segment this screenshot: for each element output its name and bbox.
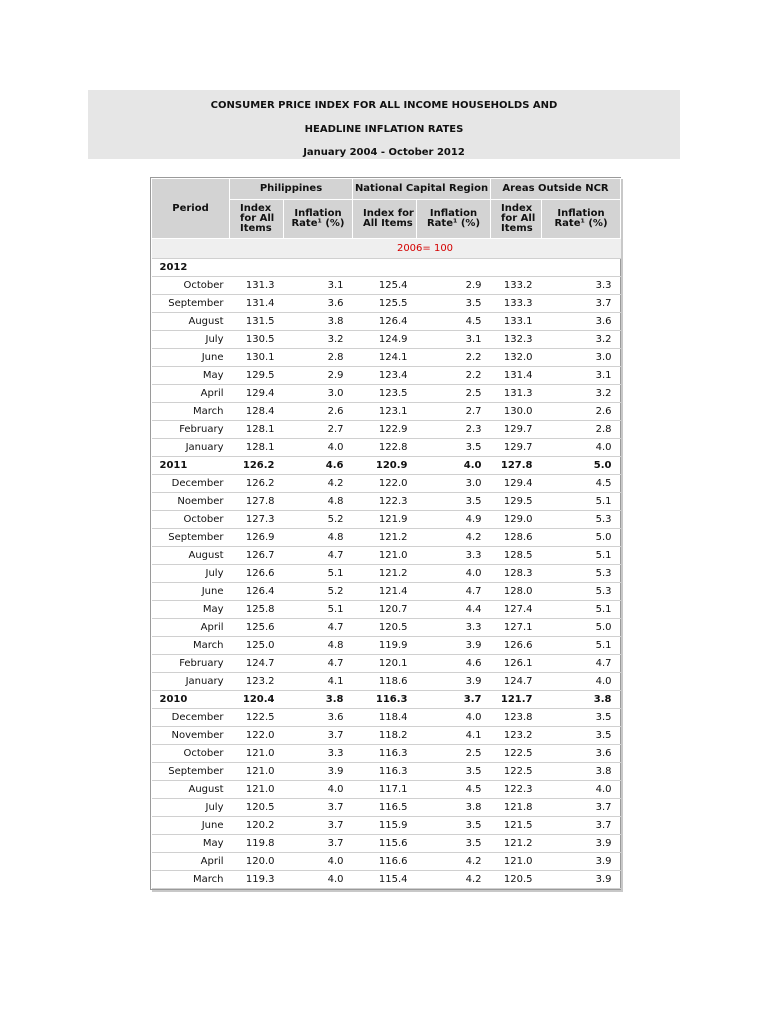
index-cell: 133.1 [491, 313, 542, 331]
table-row [152, 331, 621, 349]
index-cell: 120.5 [491, 871, 542, 889]
index-cell: 125.4 [353, 277, 417, 295]
title-banner [88, 90, 680, 159]
inflation-cell: 3.0 [417, 475, 491, 493]
period-cell: June [152, 817, 230, 835]
period-cell: August [152, 547, 230, 565]
index-cell: 121.2 [353, 565, 417, 583]
year-summary-row [152, 691, 621, 709]
table-row [152, 313, 621, 331]
index-cell: 127.3 [230, 511, 284, 529]
table-row [152, 421, 621, 439]
index-cell: 128.1 [230, 439, 284, 457]
inflation-cell: 3.6 [284, 295, 353, 313]
table-row [152, 727, 621, 745]
inflation-cell: 5.0 [542, 619, 621, 637]
index-cell: 126.9 [230, 529, 284, 547]
index-cell: 125.5 [353, 295, 417, 313]
index-cell: 128.0 [491, 583, 542, 601]
inflation-cell: 3.2 [284, 331, 353, 349]
index-cell: 120.7 [353, 601, 417, 619]
index-cell: 126.7 [230, 547, 284, 565]
inflation-cell: 2.9 [284, 367, 353, 385]
cpi-table-container [150, 177, 621, 890]
inflation-cell: 4.0 [542, 673, 621, 691]
inflation-cell: 2.8 [542, 421, 621, 439]
inflation-cell: 3.1 [542, 367, 621, 385]
inflation-cell: 3.2 [542, 331, 621, 349]
inflation-cell: 4.7 [417, 583, 491, 601]
inflation-cell: 4.7 [542, 655, 621, 673]
inflation-cell: 2.5 [417, 745, 491, 763]
table-row [152, 817, 621, 835]
index-cell: 127.1 [491, 619, 542, 637]
inflation-cell: 3.6 [542, 313, 621, 331]
inflation-cell: 3.5 [417, 439, 491, 457]
inflation-cell: 3.8 [284, 313, 353, 331]
inflation-cell: 3.5 [417, 763, 491, 781]
index-cell: 130.0 [491, 403, 542, 421]
period-cell: March [152, 871, 230, 889]
period-cell: May [152, 835, 230, 853]
inflation-cell: 2.2 [417, 349, 491, 367]
period-cell: July [152, 565, 230, 583]
index-cell: 132.3 [491, 331, 542, 349]
index-cell: 121.0 [230, 763, 284, 781]
inflation-cell: 5.3 [542, 565, 621, 583]
table-row [152, 853, 621, 871]
inflation-cell: 3.7 [284, 817, 353, 835]
inflation-cell: 3.7 [284, 835, 353, 853]
index-cell: 118.4 [353, 709, 417, 727]
index-cell [491, 259, 542, 277]
year-summary-row [152, 259, 621, 277]
inflation-cell: 5.1 [542, 493, 621, 511]
index-cell: 129.7 [491, 421, 542, 439]
index-cell: 120.2 [230, 817, 284, 835]
table-row [152, 673, 621, 691]
inflation-cell: 5.3 [542, 583, 621, 601]
inflation-cell: 3.8 [417, 799, 491, 817]
table-row [152, 745, 621, 763]
table-row [152, 295, 621, 313]
inflation-cell: 3.9 [417, 673, 491, 691]
period-cell: 2012 [152, 259, 230, 277]
table-row [152, 637, 621, 655]
index-cell: 121.0 [230, 781, 284, 799]
inflation-cell: 4.5 [417, 781, 491, 799]
inflation-cell: 2.7 [417, 403, 491, 421]
inflation-cell: 3.1 [417, 331, 491, 349]
index-cell: 119.9 [353, 637, 417, 655]
inflation-cell: 3.3 [417, 547, 491, 565]
inflation-cell: 3.3 [542, 277, 621, 295]
index-cell: 119.3 [230, 871, 284, 889]
index-cell: 127.4 [491, 601, 542, 619]
index-cell: 122.5 [491, 745, 542, 763]
year-summary-row [152, 457, 621, 475]
header-ncr: National Capital Region [353, 179, 491, 200]
inflation-cell: 3.9 [542, 835, 621, 853]
table-row [152, 493, 621, 511]
inflation-cell: 4.8 [284, 637, 353, 655]
inflation-cell: 3.9 [542, 853, 621, 871]
index-cell: 120.5 [230, 799, 284, 817]
inflation-cell: 4.9 [417, 511, 491, 529]
index-cell: 126.4 [353, 313, 417, 331]
period-cell: Noember [152, 493, 230, 511]
table-row [152, 349, 621, 367]
index-cell: 127.8 [491, 457, 542, 475]
index-cell: 120.4 [230, 691, 284, 709]
index-cell: 125.6 [230, 619, 284, 637]
inflation-cell: 4.2 [417, 853, 491, 871]
index-cell: 129.5 [491, 493, 542, 511]
index-cell: 122.5 [230, 709, 284, 727]
base-year-row [152, 239, 621, 259]
inflation-cell: 4.6 [284, 457, 353, 475]
period-cell: October [152, 277, 230, 295]
inflation-cell: 4.7 [284, 655, 353, 673]
index-cell: 121.8 [491, 799, 542, 817]
table-row [152, 835, 621, 853]
index-cell: 128.3 [491, 565, 542, 583]
inflation-cell: 3.9 [542, 871, 621, 889]
period-cell: April [152, 385, 230, 403]
inflation-cell: 3.5 [417, 295, 491, 313]
period-cell: February [152, 421, 230, 439]
table-row [152, 385, 621, 403]
inflation-cell: 4.2 [284, 475, 353, 493]
base-year-note: 2006= 100 [230, 239, 621, 259]
header-period: Period [152, 179, 230, 239]
index-cell: 128.1 [230, 421, 284, 439]
index-cell: 117.1 [353, 781, 417, 799]
inflation-cell: 4.0 [284, 781, 353, 799]
inflation-cell: 4.0 [542, 781, 621, 799]
index-cell: 122.0 [353, 475, 417, 493]
inflation-cell: 3.1 [284, 277, 353, 295]
index-cell: 116.3 [353, 691, 417, 709]
table-row [152, 565, 621, 583]
index-cell: 122.3 [353, 493, 417, 511]
index-cell: 131.3 [230, 277, 284, 295]
inflation-cell: 2.2 [417, 367, 491, 385]
index-cell: 121.7 [491, 691, 542, 709]
period-cell: February [152, 655, 230, 673]
inflation-cell: 2.9 [417, 277, 491, 295]
inflation-cell: 3.5 [542, 709, 621, 727]
index-cell: 133.3 [491, 295, 542, 313]
inflation-cell: 5.1 [542, 637, 621, 655]
period-cell: December [152, 475, 230, 493]
index-cell: 121.4 [353, 583, 417, 601]
index-cell: 116.5 [353, 799, 417, 817]
inflation-cell: 2.8 [284, 349, 353, 367]
period-cell: July [152, 799, 230, 817]
table-row [152, 547, 621, 565]
index-cell: 129.7 [491, 439, 542, 457]
index-cell: 122.3 [491, 781, 542, 799]
index-cell: 126.6 [230, 565, 284, 583]
header-outside-ncr: Areas Outside NCR [491, 179, 621, 200]
table-row [152, 709, 621, 727]
inflation-cell: 3.2 [542, 385, 621, 403]
date-range: January 2004 - October 2012 [303, 147, 465, 158]
inflation-cell: 5.0 [542, 529, 621, 547]
index-cell: 129.4 [230, 385, 284, 403]
inflation-cell: 3.7 [542, 799, 621, 817]
index-cell: 123.5 [353, 385, 417, 403]
header-ncr-index: Index for All Items [353, 200, 417, 239]
index-cell: 115.9 [353, 817, 417, 835]
inflation-cell: 3.8 [284, 691, 353, 709]
inflation-cell: 3.3 [417, 619, 491, 637]
index-cell: 122.5 [491, 763, 542, 781]
period-cell: September [152, 295, 230, 313]
index-cell: 124.9 [353, 331, 417, 349]
index-cell: 121.0 [230, 745, 284, 763]
index-cell: 129.0 [491, 511, 542, 529]
inflation-cell: 4.0 [417, 457, 491, 475]
table-row [152, 781, 621, 799]
table-row [152, 583, 621, 601]
inflation-cell: 3.7 [284, 727, 353, 745]
table-row [152, 763, 621, 781]
index-cell: 129.5 [230, 367, 284, 385]
index-cell: 123.2 [230, 673, 284, 691]
index-cell: 116.3 [353, 763, 417, 781]
inflation-cell: 4.4 [417, 601, 491, 619]
index-cell: 125.8 [230, 601, 284, 619]
inflation-cell: 3.0 [284, 385, 353, 403]
inflation-cell: 4.7 [284, 619, 353, 637]
inflation-cell: 3.8 [542, 763, 621, 781]
inflation-cell: 4.8 [284, 529, 353, 547]
index-cell: 131.5 [230, 313, 284, 331]
period-cell: October [152, 745, 230, 763]
index-cell: 119.8 [230, 835, 284, 853]
inflation-cell: 3.7 [417, 691, 491, 709]
index-cell: 128.4 [230, 403, 284, 421]
inflation-cell: 4.2 [417, 871, 491, 889]
index-cell: 118.2 [353, 727, 417, 745]
period-cell: March [152, 403, 230, 421]
inflation-cell: 3.7 [542, 295, 621, 313]
period-cell: November [152, 727, 230, 745]
inflation-cell: 4.5 [417, 313, 491, 331]
period-cell: June [152, 349, 230, 367]
index-cell: 131.3 [491, 385, 542, 403]
index-cell: 128.5 [491, 547, 542, 565]
period-cell: May [152, 367, 230, 385]
inflation-cell: 5.1 [542, 547, 621, 565]
page-subtitle: HEADLINE INFLATION RATES [304, 124, 464, 135]
index-cell: 125.0 [230, 637, 284, 655]
period-cell: June [152, 583, 230, 601]
index-cell: 116.6 [353, 853, 417, 871]
inflation-cell: 5.2 [284, 583, 353, 601]
index-cell: 120.1 [353, 655, 417, 673]
index-cell: 131.4 [491, 367, 542, 385]
inflation-cell [417, 259, 491, 277]
inflation-cell: 4.1 [284, 673, 353, 691]
period-cell: September [152, 763, 230, 781]
header-outside-index: Index for All Items [491, 200, 542, 239]
index-cell [230, 259, 284, 277]
inflation-cell: 3.0 [542, 349, 621, 367]
inflation-cell: 5.0 [542, 457, 621, 475]
inflation-cell: 4.0 [417, 565, 491, 583]
index-cell: 128.6 [491, 529, 542, 547]
index-cell: 121.9 [353, 511, 417, 529]
inflation-cell: 4.0 [284, 853, 353, 871]
table-row [152, 403, 621, 421]
index-cell: 120.9 [353, 457, 417, 475]
inflation-cell: 2.5 [417, 385, 491, 403]
period-cell: July [152, 331, 230, 349]
index-cell: 120.5 [353, 619, 417, 637]
index-cell: 115.4 [353, 871, 417, 889]
inflation-cell [284, 259, 353, 277]
inflation-cell: 5.2 [284, 511, 353, 529]
index-cell: 122.8 [353, 439, 417, 457]
index-cell: 123.1 [353, 403, 417, 421]
index-cell: 133.2 [491, 277, 542, 295]
index-cell: 129.4 [491, 475, 542, 493]
inflation-cell: 4.8 [284, 493, 353, 511]
inflation-cell: 3.9 [417, 637, 491, 655]
inflation-cell [542, 259, 621, 277]
index-cell: 121.0 [353, 547, 417, 565]
inflation-cell: 3.5 [417, 817, 491, 835]
period-cell: January [152, 673, 230, 691]
header-ph-index: Index for All Items [230, 200, 284, 239]
inflation-cell: 4.5 [542, 475, 621, 493]
index-cell: 124.7 [230, 655, 284, 673]
header-ph-inflation: Inflation Rate¹ (%) [284, 200, 353, 239]
inflation-cell: 4.0 [542, 439, 621, 457]
cpi-table [151, 178, 621, 889]
index-cell: 121.2 [491, 835, 542, 853]
table-row [152, 655, 621, 673]
period-cell: October [152, 511, 230, 529]
inflation-cell: 3.6 [284, 709, 353, 727]
index-cell [353, 259, 417, 277]
inflation-cell: 4.2 [417, 529, 491, 547]
index-cell: 122.0 [230, 727, 284, 745]
index-cell: 123.2 [491, 727, 542, 745]
table-body [152, 239, 621, 889]
inflation-cell: 3.7 [542, 817, 621, 835]
index-cell: 126.2 [230, 475, 284, 493]
index-cell: 130.1 [230, 349, 284, 367]
index-cell: 123.8 [491, 709, 542, 727]
index-cell: 126.6 [491, 637, 542, 655]
header-philippines: Philippines [230, 179, 353, 200]
table-row [152, 601, 621, 619]
inflation-cell: 5.1 [542, 601, 621, 619]
index-cell: 127.8 [230, 493, 284, 511]
period-cell: August [152, 313, 230, 331]
table-row [152, 799, 621, 817]
inflation-cell: 5.1 [284, 565, 353, 583]
inflation-cell: 3.5 [417, 835, 491, 853]
inflation-cell: 3.9 [284, 763, 353, 781]
header-ncr-inflation: Inflation Rate¹ (%) [417, 200, 491, 239]
inflation-cell: 2.6 [284, 403, 353, 421]
table-row [152, 439, 621, 457]
index-cell: 121.2 [353, 529, 417, 547]
index-cell: 126.1 [491, 655, 542, 673]
period-cell: January [152, 439, 230, 457]
page-title: CONSUMER PRICE INDEX FOR ALL INCOME HOUSEHOLDS AND [210, 100, 558, 111]
inflation-cell: 4.0 [417, 709, 491, 727]
index-cell: 118.6 [353, 673, 417, 691]
inflation-cell: 2.6 [542, 403, 621, 421]
inflation-cell: 3.5 [542, 727, 621, 745]
table-row [152, 529, 621, 547]
period-cell: April [152, 619, 230, 637]
index-cell: 121.5 [491, 817, 542, 835]
index-cell: 132.0 [491, 349, 542, 367]
period-cell: March [152, 637, 230, 655]
inflation-cell: 3.5 [417, 493, 491, 511]
table-row [152, 277, 621, 295]
index-cell: 126.2 [230, 457, 284, 475]
index-cell: 124.1 [353, 349, 417, 367]
index-cell: 115.6 [353, 835, 417, 853]
index-cell: 130.5 [230, 331, 284, 349]
index-cell: 116.3 [353, 745, 417, 763]
table-row [152, 511, 621, 529]
index-cell: 123.4 [353, 367, 417, 385]
inflation-cell: 5.3 [542, 511, 621, 529]
index-cell: 126.4 [230, 583, 284, 601]
index-cell: 121.0 [491, 853, 542, 871]
inflation-cell: 4.7 [284, 547, 353, 565]
period-cell: December [152, 709, 230, 727]
period-cell: September [152, 529, 230, 547]
inflation-cell: 4.1 [417, 727, 491, 745]
inflation-cell: 3.7 [284, 799, 353, 817]
period-cell: 2010 [152, 691, 230, 709]
table-row [152, 619, 621, 637]
table-row [152, 871, 621, 889]
index-cell: 124.7 [491, 673, 542, 691]
index-cell: 122.9 [353, 421, 417, 439]
period-cell: May [152, 601, 230, 619]
period-cell: August [152, 781, 230, 799]
table-row [152, 367, 621, 385]
inflation-cell: 4.0 [284, 439, 353, 457]
inflation-cell: 4.0 [284, 871, 353, 889]
index-cell: 120.0 [230, 853, 284, 871]
header-outside-inflation: Inflation Rate¹ (%) [542, 200, 621, 239]
inflation-cell: 4.6 [417, 655, 491, 673]
inflation-cell: 2.7 [284, 421, 353, 439]
inflation-cell: 3.8 [542, 691, 621, 709]
index-cell: 131.4 [230, 295, 284, 313]
table-row [152, 475, 621, 493]
inflation-cell: 3.6 [542, 745, 621, 763]
inflation-cell: 5.1 [284, 601, 353, 619]
inflation-cell: 3.3 [284, 745, 353, 763]
period-cell: April [152, 853, 230, 871]
inflation-cell: 2.3 [417, 421, 491, 439]
period-cell: 2011 [152, 457, 230, 475]
